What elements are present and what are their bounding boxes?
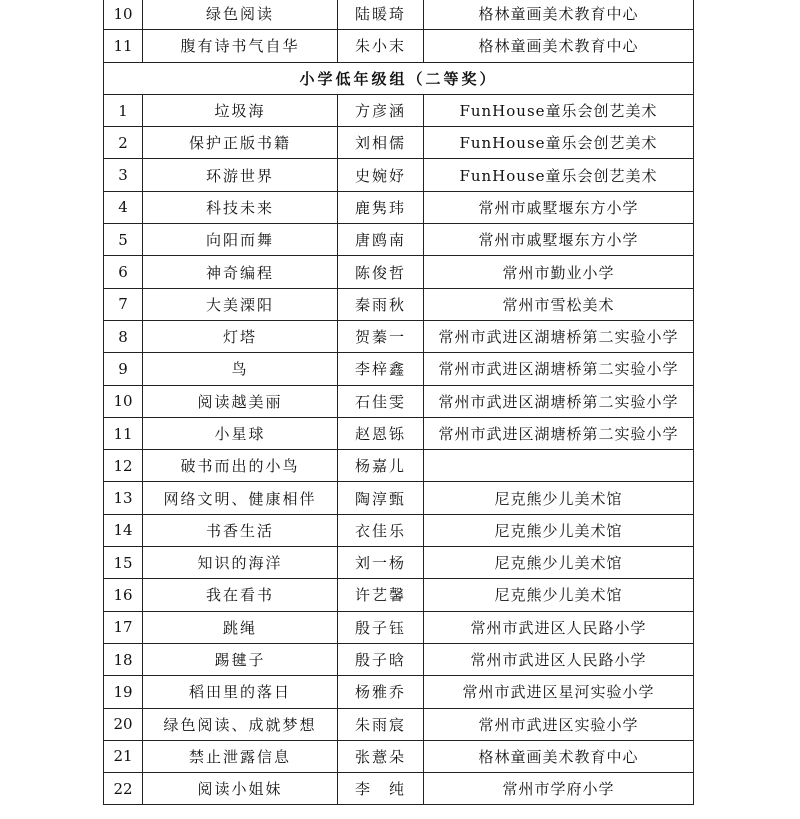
table-row: [104, 94, 694, 126]
organization: 常州市武进区星河实验小学: [424, 676, 694, 708]
work-title: 环游世界: [143, 159, 338, 191]
row-number: 2: [104, 127, 143, 159]
work-title: 跳绳: [143, 611, 338, 643]
row-number: 22: [104, 773, 143, 805]
work-title: 保护正版书籍: [143, 127, 338, 159]
student-name: 朱雨宸: [338, 708, 424, 740]
organization: 常州市武进区人民路小学: [424, 611, 694, 643]
work-title: 腹有诗书气自华: [143, 30, 338, 62]
student-name: 杨雅乔: [338, 676, 424, 708]
work-title: 神奇编程: [143, 256, 338, 288]
organization: 格林童画美术教育中心: [424, 30, 694, 62]
organization: 常州市武进区湖塘桥第二实验小学: [424, 385, 694, 417]
student-name: 陈俊哲: [338, 256, 424, 288]
student-name: 张薏朵: [338, 740, 424, 772]
organization: 尼克熊少儿美术馆: [424, 514, 694, 546]
student-name: 方彦涵: [338, 94, 424, 126]
organization: FunHouse童乐会创艺美术: [424, 127, 694, 159]
table-row: [104, 611, 694, 643]
row-number: 16: [104, 579, 143, 611]
organization: 尼克熊少儿美术馆: [424, 579, 694, 611]
table-row: [104, 676, 694, 708]
work-title: 绿色阅读、成就梦想: [143, 708, 338, 740]
work-title: 阅读越美丽: [143, 385, 338, 417]
table-row: [104, 514, 694, 546]
row-number: 20: [104, 708, 143, 740]
row-number: 17: [104, 611, 143, 643]
row-number: 13: [104, 482, 143, 514]
award-table-body: [104, 0, 694, 805]
student-name: 鹿隽玮: [338, 191, 424, 223]
student-name: 朱小末: [338, 30, 424, 62]
student-name: 殷子晗: [338, 643, 424, 675]
table-row: [104, 224, 694, 256]
organization: 常州市武进区湖塘桥第二实验小学: [424, 320, 694, 352]
student-name: 李 纯: [338, 773, 424, 805]
row-number: 3: [104, 159, 143, 191]
student-name: 李梓鑫: [338, 353, 424, 385]
table-row: [104, 30, 694, 62]
table-row: [104, 643, 694, 675]
section-header-row: [104, 62, 694, 94]
table-row: [104, 547, 694, 579]
row-number: 10: [104, 0, 143, 30]
student-name: 贺蓁一: [338, 320, 424, 352]
organization: [424, 450, 694, 482]
row-number: 6: [104, 256, 143, 288]
organization: 格林童画美术教育中心: [424, 0, 694, 30]
row-number: 8: [104, 320, 143, 352]
row-number: 18: [104, 643, 143, 675]
work-title: 阅读小姐妹: [143, 773, 338, 805]
organization: 常州市雪松美术: [424, 288, 694, 320]
table-row: [104, 773, 694, 805]
award-table: [103, 0, 694, 805]
work-title: 科技未来: [143, 191, 338, 223]
work-title: 小星球: [143, 417, 338, 449]
table-row: [104, 740, 694, 772]
row-number: 5: [104, 224, 143, 256]
table-row: [104, 127, 694, 159]
work-title: 稻田里的落日: [143, 676, 338, 708]
table-row: [104, 579, 694, 611]
student-name: 陆暖琦: [338, 0, 424, 30]
student-name: 赵恩铄: [338, 417, 424, 449]
row-number: 10: [104, 385, 143, 417]
table-row: [104, 708, 694, 740]
table-row: [104, 320, 694, 352]
work-title: 踢毽子: [143, 643, 338, 675]
work-title: 绿色阅读: [143, 0, 338, 30]
table-row: [104, 417, 694, 449]
row-number: 14: [104, 514, 143, 546]
organization: 常州市武进区湖塘桥第二实验小学: [424, 353, 694, 385]
table-row: [104, 482, 694, 514]
work-title: 鸟: [143, 353, 338, 385]
table-row: [104, 159, 694, 191]
organization: FunHouse童乐会创艺美术: [424, 94, 694, 126]
student-name: 石佳雯: [338, 385, 424, 417]
student-name: 许艺馨: [338, 579, 424, 611]
student-name: 杨嘉儿: [338, 450, 424, 482]
table-row: [104, 288, 694, 320]
row-number: 7: [104, 288, 143, 320]
table-row: [104, 256, 694, 288]
student-name: 史婉妤: [338, 159, 424, 191]
student-name: 唐鸥南: [338, 224, 424, 256]
organization: 常州市学府小学: [424, 773, 694, 805]
organization: 常州市武进区人民路小学: [424, 643, 694, 675]
section-title: 小学低年级组（二等奖）: [104, 62, 694, 94]
row-number: 9: [104, 353, 143, 385]
row-number: 11: [104, 30, 143, 62]
work-title: 书香生活: [143, 514, 338, 546]
table-row: [104, 0, 694, 30]
organization: 尼克熊少儿美术馆: [424, 482, 694, 514]
organization: 常州市武进区实验小学: [424, 708, 694, 740]
student-name: 秦雨秋: [338, 288, 424, 320]
organization: FunHouse童乐会创艺美术: [424, 159, 694, 191]
work-title: 我在看书: [143, 579, 338, 611]
work-title: 垃圾海: [143, 94, 338, 126]
row-number: 4: [104, 191, 143, 223]
organization: 尼克熊少儿美术馆: [424, 547, 694, 579]
organization: 常州市戚墅堰东方小学: [424, 191, 694, 223]
work-title: 大美溧阳: [143, 288, 338, 320]
work-title: 网络文明、健康相伴: [143, 482, 338, 514]
row-number: 21: [104, 740, 143, 772]
row-number: 11: [104, 417, 143, 449]
row-number: 1: [104, 94, 143, 126]
work-title: 破书而出的小鸟: [143, 450, 338, 482]
table-row: [104, 353, 694, 385]
table-row: [104, 191, 694, 223]
student-name: 殷子钰: [338, 611, 424, 643]
row-number: 19: [104, 676, 143, 708]
organization: 常州市勤业小学: [424, 256, 694, 288]
row-number: 12: [104, 450, 143, 482]
organization: 常州市武进区湖塘桥第二实验小学: [424, 417, 694, 449]
organization: 格林童画美术教育中心: [424, 740, 694, 772]
table-row: [104, 385, 694, 417]
student-name: 衣佳乐: [338, 514, 424, 546]
work-title: 向阳而舞: [143, 224, 338, 256]
work-title: 知识的海洋: [143, 547, 338, 579]
work-title: 禁止泄露信息: [143, 740, 338, 772]
student-name: 刘一杨: [338, 547, 424, 579]
student-name: 陶淳甄: [338, 482, 424, 514]
table-row: [104, 450, 694, 482]
organization: 常州市戚墅堰东方小学: [424, 224, 694, 256]
row-number: 15: [104, 547, 143, 579]
student-name: 刘相儒: [338, 127, 424, 159]
work-title: 灯塔: [143, 320, 338, 352]
